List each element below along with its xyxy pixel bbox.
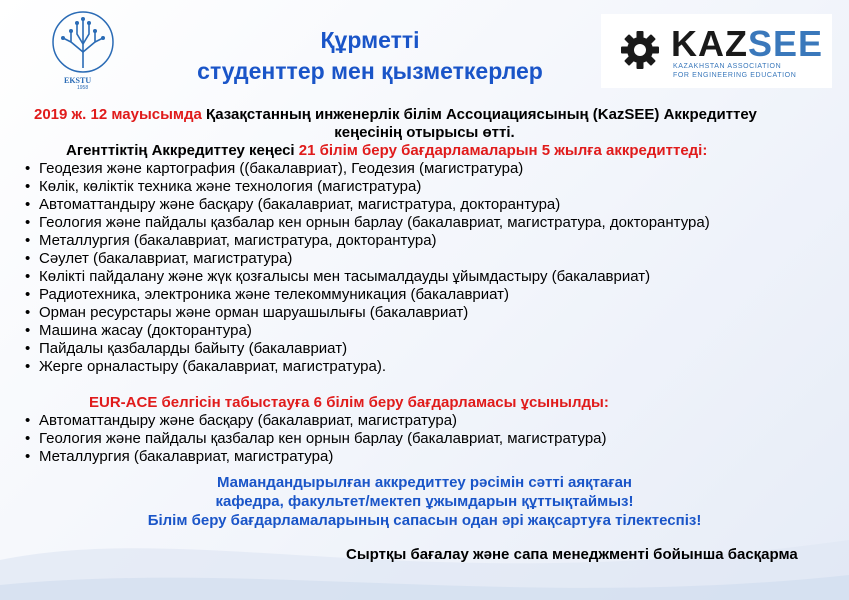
list-item: • Жерге орналастыру (бакалавриат, магистратура). — [23, 358, 710, 376]
list-item: • Геология және пайдалы қазбалар кен орнын барлау (бакалавриат, магистратура) — [23, 430, 607, 448]
congrats-line-2: кафедра, факультет/мектеп ұжымдарын құттықтаймыз! — [215, 493, 634, 510]
gear-icon — [620, 30, 660, 70]
intro-accredited-count: 21 білім беру бағдарламаларын 5 жылға аккредиттеді: — [298, 142, 708, 159]
intro-date: 2019 ж. 12 мауысымда — [34, 106, 202, 123]
list-item: • Геодезия және картография ((бакалавриат), Геодезия (магистратура) — [23, 160, 710, 178]
congrats-line-3: Білім беру бағдарламаларының сапасын одан әрі жақсартуға тілектеспіз! — [147, 512, 702, 529]
congrats-line-1: Мамандандырылған аккредиттеу рәсімін сәтті аяқтаған — [216, 474, 632, 491]
list-item: • Көлік, көліктік техника және технология (магистратура) — [23, 178, 710, 196]
ekstu-logo — [28, 8, 138, 91]
list-item: • Машина жасау (докторантура) — [23, 322, 710, 340]
kazsee-brand-see: SEE — [748, 23, 824, 64]
list-item: • Металлургия (бакалавриат, магистратура, докторантура) — [23, 232, 710, 250]
list-item: • Көлікті пайдалану және жүк қозғалысы мен тасымалдауды ұйымдастыру (бакалавриат) — [23, 268, 710, 286]
signature: Сыртқы бағалау және сапа менеджменті бойынша басқарма — [346, 546, 798, 563]
list-item: • Металлургия (бакалавриат, магистратура) — [23, 448, 607, 466]
intro-line-2: кеңесінің отырысы өтті. — [334, 124, 515, 141]
kazsee-brand — [671, 23, 824, 64]
eur-ace-list — [23, 412, 607, 466]
accredited-list — [23, 160, 710, 376]
list-item: • Автоматтандыру және басқару (бакалавриат, магистратура, докторантура) — [23, 196, 710, 214]
kazsee-subline-1: KAZAKHSTAN ASSOCIATION — [673, 63, 782, 70]
intro-line-3 — [66, 142, 707, 159]
list-item: • Радиотехника, электроника және телекоммуникация (бакалавриат) — [23, 286, 710, 304]
kazsee-subline-2: FOR ENGINEERING EDUCATION — [673, 72, 797, 79]
ekstu-logo-text: EKSTU — [64, 76, 92, 85]
kazsee-logo — [601, 14, 832, 88]
eur-ace-heading: EUR-ACE белгісін табыстауға 6 білім беру бағдарламасы ұсынылды: — [89, 394, 609, 411]
intro-council: Агенттіктің Аккредиттеу кеңесі — [66, 142, 299, 159]
ekstu-logo-year: 1958 — [77, 85, 89, 91]
title-line-2: студенттер мен қызметкерлер — [197, 58, 543, 84]
list-item: • Пайдалы қазбаларды байыту (бакалавриат) — [23, 340, 710, 358]
tree-circuit-logo-icon — [28, 8, 138, 78]
kazsee-brand-kaz: KAZ — [671, 23, 748, 64]
list-item: • Геология және пайдалы қазбалар кен орнын барлау (бакалавриат, магистратура, докторантура) — [23, 214, 710, 232]
title-line-1: Құрметті — [320, 27, 420, 53]
intro-line-1-text: Қазақстанның инженерлік білім Ассоциациясының (KazSEE) Аккредиттеу — [201, 106, 757, 123]
list-item: • Автоматтандыру және басқару (бакалавриат, магистратура) — [23, 412, 607, 430]
intro-line-1 — [34, 106, 757, 123]
list-item: • Орман ресурстары және орман шаруашылығы (бакалавриат) — [23, 304, 710, 322]
list-item: • Сәулет (бакалавриат, магистратура) — [23, 250, 710, 268]
